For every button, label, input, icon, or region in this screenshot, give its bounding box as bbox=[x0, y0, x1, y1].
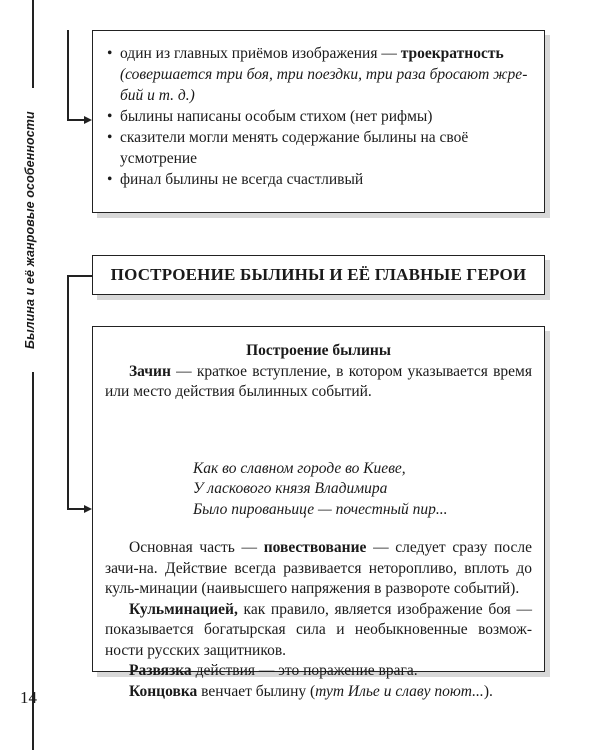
structure-box bbox=[92, 326, 545, 700]
verse-line: У ласкового князя Владимира bbox=[193, 480, 388, 497]
climax-paragraph: Кульминацией, как правило, является изображение боя — показывается богатырская сила и необыкновенные возмож-ности русских защитников. bbox=[105, 600, 532, 659]
zachin-paragraph: Зачин — краткое вступление, в котором указывается время или место действия былинных событий. bbox=[105, 362, 532, 400]
denouement-paragraph: Развязка действия — это поражение врага. bbox=[129, 662, 418, 679]
connector-line bbox=[67, 119, 85, 121]
ending-paragraph: Концовка венчает былину (тут Илье и славу поют...). bbox=[129, 682, 493, 700]
section-title: ПОСТРОЕНИЕ БЫЛИНЫ И ЕЁ ГЛАВНЫЕ ГЕРОИ bbox=[92, 255, 545, 295]
list-item: • один из главных приёмов изображения — троекратность (совершается три боя, три поездки, три раза бросают жре-бий и т. д.) bbox=[107, 43, 530, 106]
features-list bbox=[107, 43, 530, 190]
running-title-text: Былина и её жанровые особенности bbox=[23, 111, 37, 349]
arrow-icon bbox=[84, 116, 92, 124]
features-box bbox=[92, 30, 545, 213]
verse-quote bbox=[193, 459, 532, 521]
connector-line bbox=[67, 275, 92, 277]
connector-line bbox=[67, 508, 85, 510]
structure-heading: Построение былины bbox=[246, 342, 391, 359]
list-item: • сказители могли менять содержание былины на своё усмотрение bbox=[107, 127, 530, 169]
list-item: • былины написаны особым стихом (нет рифмы) bbox=[107, 106, 530, 127]
running-title bbox=[2, 0, 42, 750]
verse-line: Было пированьице — почестный пир... bbox=[193, 500, 448, 518]
connector-line bbox=[67, 275, 69, 509]
main-part-paragraph: Основная часть — повествование — следует сразу после зачи-на. Действие всегда развивается неторопливо, вплоть до куль-минации (наивысшего напряжения в развороте событий). bbox=[105, 539, 532, 597]
arrow-icon bbox=[84, 505, 92, 513]
connector-line bbox=[67, 30, 69, 120]
verse-line: Как во славном городе во Киеве, bbox=[193, 459, 406, 477]
running-title-rule bbox=[32, 0, 34, 88]
page-number: 14 bbox=[20, 688, 37, 707]
list-item: • финал былины не всегда счастливый bbox=[107, 169, 530, 190]
